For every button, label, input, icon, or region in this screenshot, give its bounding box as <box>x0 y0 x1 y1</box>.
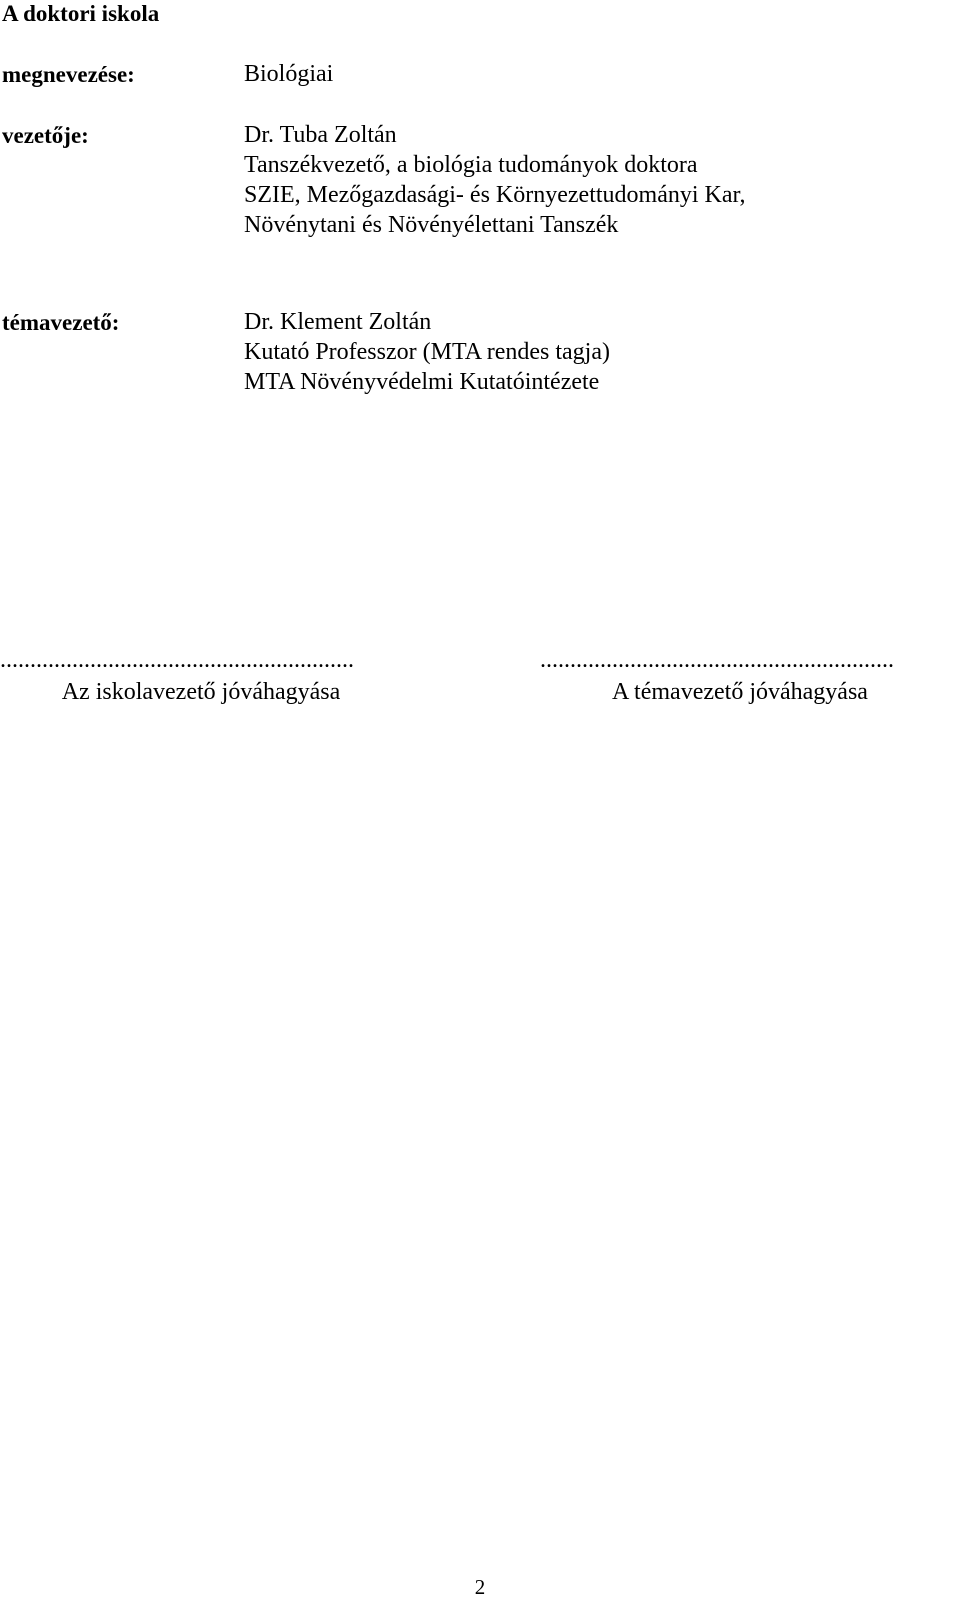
supervisor-block <box>244 307 610 397</box>
school-leader-label: vezetője: <box>2 123 89 148</box>
leader-line: SZIE, Mezőgazdasági- és Környezettudományi Kar, <box>244 182 746 208</box>
leader-line: Növénytani és Növényélettani Tanszék <box>244 212 619 238</box>
school-leader-block <box>244 120 746 240</box>
leader-line: Tanszékvezető, a biológia tudományok doktora <box>244 152 698 178</box>
supervisor-line: MTA Növényvédelmi Kutatóintézete <box>244 369 600 395</box>
school-heading: A doktori iskola <box>2 1 160 26</box>
supervisor-signature-line: ........................................................... <box>540 650 894 670</box>
supervisor-label: témavezető: <box>2 310 120 335</box>
school-name-value: Biológiai <box>244 61 334 87</box>
supervisor-approval-caption: A témavezető jóváhagyása <box>612 679 868 705</box>
school-leader-signature-line: ........................................................... <box>0 650 354 670</box>
supervisor-line: Kutató Professzor (MTA rendes tagja) <box>244 339 610 365</box>
school-leader-approval-caption: Az iskolavezető jóváhagyása <box>61 679 341 705</box>
school-name-label: megnevezése: <box>2 62 135 87</box>
leader-line: Dr. Tuba Zoltán <box>244 122 397 148</box>
page-number: 2 <box>474 1575 486 1599</box>
supervisor-line: Dr. Klement Zoltán <box>244 309 432 335</box>
